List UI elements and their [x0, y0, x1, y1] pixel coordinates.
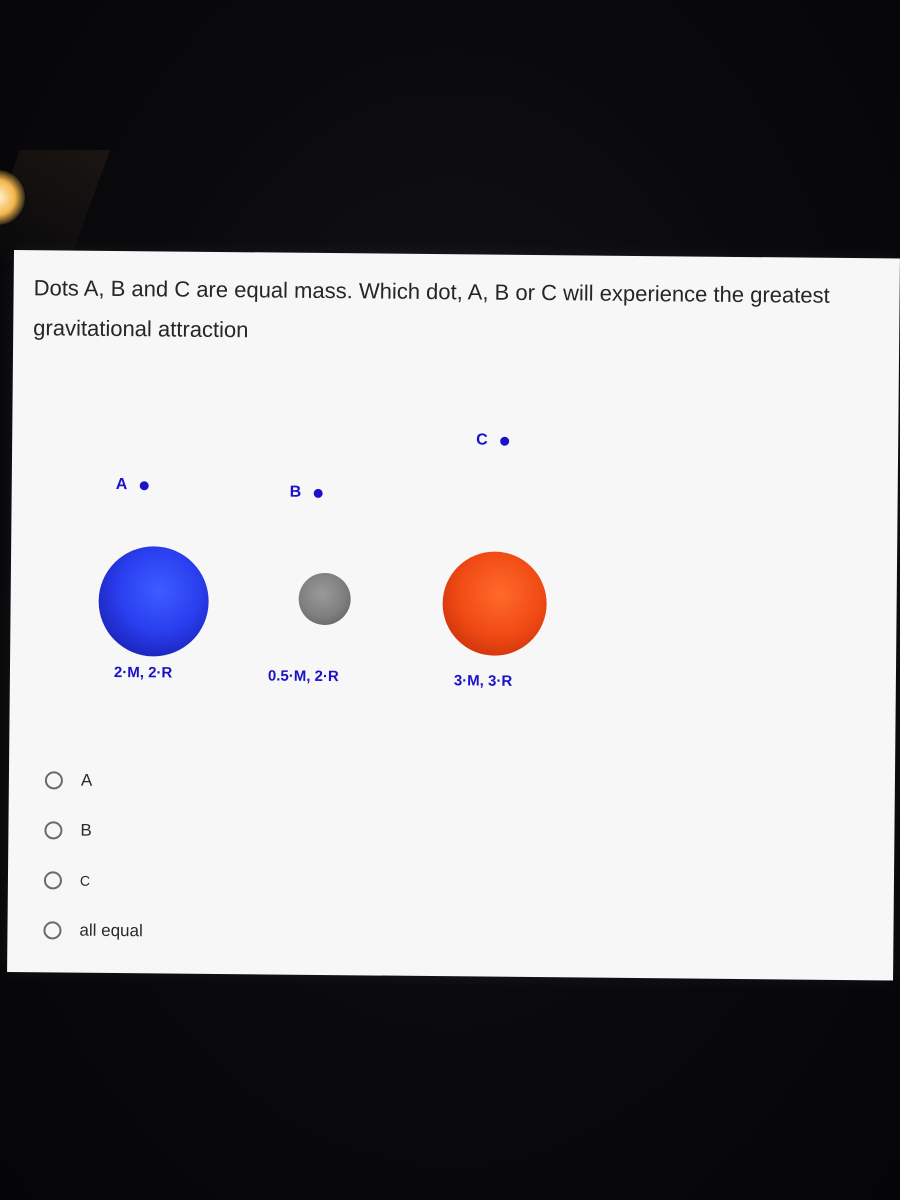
dot-a-label: A — [115, 475, 128, 494]
option-a-label: A — [80, 770, 93, 790]
option-all-equal-radio[interactable] — [43, 921, 61, 939]
option-b-label: B — [80, 820, 92, 840]
dot-a-marker — [139, 481, 148, 490]
dot-b — [290, 484, 323, 502]
planet-c — [442, 551, 547, 656]
option-a-radio[interactable] — [45, 771, 63, 789]
dot-b-marker — [313, 488, 322, 497]
option-b-radio[interactable] — [44, 821, 62, 839]
option-all-equal-label: all equal — [79, 920, 143, 941]
gravity-figure — [10, 415, 899, 723]
planet-a-caption: 2·M, 2·R — [113, 663, 173, 682]
dot-c — [476, 431, 509, 449]
planet-b — [298, 573, 350, 625]
option-c-radio[interactable] — [44, 871, 62, 889]
option-c-label: C — [79, 872, 91, 889]
option-c[interactable] — [44, 855, 444, 909]
planet-a — [98, 546, 209, 657]
dot-b-label: B — [289, 483, 302, 501]
planet-b-caption: 0.5·M, 2·R — [267, 667, 339, 686]
quiz-panel — [7, 250, 900, 980]
dot-c-marker — [500, 436, 509, 445]
answer-options — [43, 755, 445, 959]
option-a[interactable] — [45, 755, 445, 809]
option-all-equal[interactable] — [43, 905, 443, 959]
dot-c-label: C — [476, 431, 488, 449]
question-text: Dots A, B and C are equal mass. Which dot, A, B or C will experience the greatest gravitational attraction — [33, 275, 830, 343]
dot-a — [116, 476, 149, 494]
planet-c-caption: 3·M, 3·R — [453, 672, 513, 690]
option-b[interactable] — [44, 805, 444, 859]
